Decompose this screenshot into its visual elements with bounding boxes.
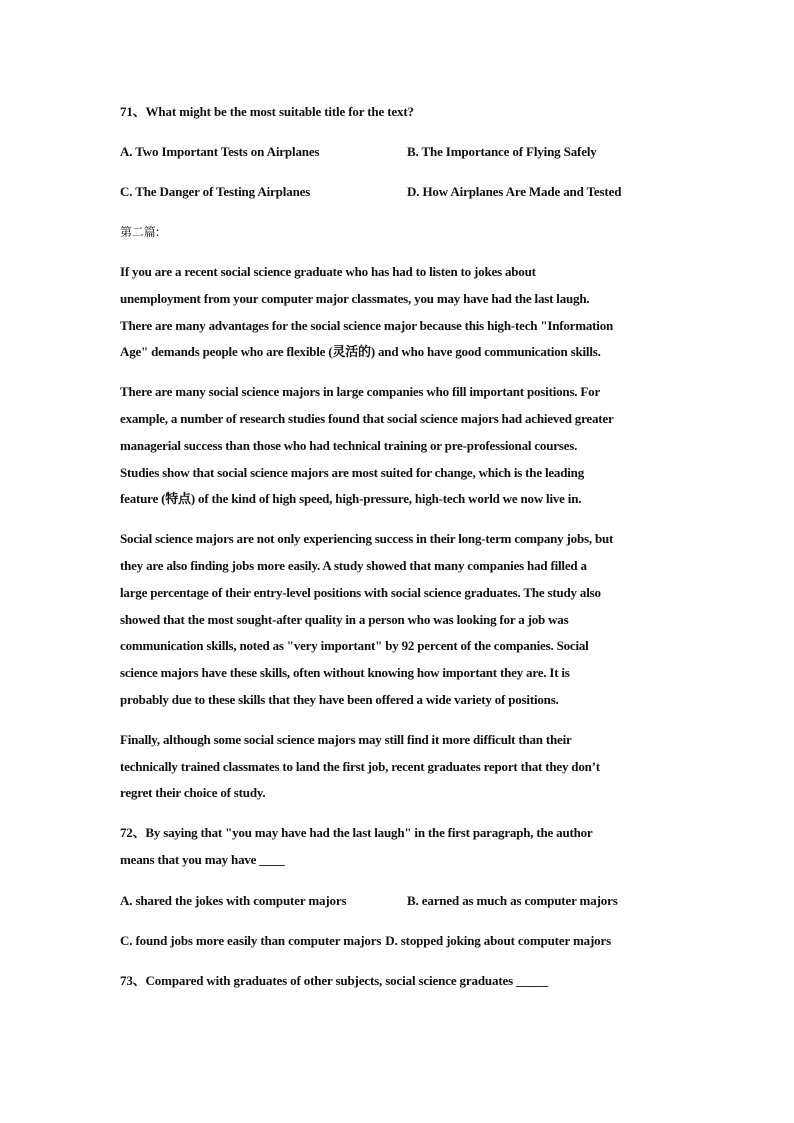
q72-question-line-2: means that you may have ____ — [120, 851, 285, 867]
paragraph-line: Studies show that social science majors are most suited for change, which is the leading — [120, 464, 584, 480]
paragraph-line: large percentage of their entry-level positions with social science graduates. The study also — [120, 584, 601, 600]
q71-option-a: A. Two Important Tests on Airplanes — [120, 144, 320, 159]
q72-options-row-1 — [120, 887, 680, 914]
paragraph-line: feature (特点) of the kind of high speed, high-pressure, high-tech world we now live in. — [120, 491, 582, 507]
paragraph-line: science majors have these skills, often without knowing how important they are. It is — [120, 665, 570, 681]
q72-option-b: B. earned as much as computer majors — [407, 892, 618, 908]
q72-option-a: A. shared the jokes with computer majors — [120, 892, 347, 908]
passage-paragraph-1 — [120, 259, 680, 366]
paragraph-line: Finally, although some social science majors may still find it more difficult than their — [120, 731, 572, 747]
passage-paragraph-2 — [120, 379, 680, 513]
q71-option-d: D. How Airplanes Are Made and Tested — [407, 184, 622, 199]
paragraph-line: regret their choice of study. — [120, 785, 266, 801]
q71-options-row-1 — [120, 138, 680, 165]
paragraph-line: technically trained classmates to land the first job, recent graduates report that they don’t — [120, 758, 600, 774]
passage-paragraph-4 — [120, 727, 680, 807]
q73-question: 73、Compared with graduates of other subjects, social science graduates _____ — [120, 972, 548, 988]
paragraph-line: unemployment from your computer major classmates, you may have had the last laugh. — [120, 290, 590, 306]
paragraph-line: they are also finding jobs more easily. A study showed that many companies had filled a — [120, 557, 587, 573]
passage-paragraph-3 — [120, 526, 680, 714]
q71-question: 71、What might be the most suitable title for the text? — [120, 104, 414, 119]
paragraph-line: example, a number of research studies found that social science majors had achieved greater — [120, 410, 614, 426]
paragraph-line: There are many social science majors in large companies who fill important positions. For — [120, 384, 601, 400]
q71-option-b: B. The Importance of Flying Safely — [407, 144, 597, 159]
exam-page — [120, 98, 680, 994]
paragraph-line: If you are a recent social science graduate who has had to listen to jokes about — [120, 264, 536, 279]
q72-options-row-2 — [120, 927, 680, 954]
paragraph-line: managerial success than those who had technical training or pre-professional courses. — [120, 437, 578, 453]
q71-option-c: C. The Danger of Testing Airplanes — [120, 184, 311, 199]
q72-option-c: C. found jobs more easily than computer majors — [120, 932, 382, 948]
paragraph-line: showed that the most sought-after quality in a person who was looking for a job was — [120, 611, 569, 627]
paragraph-line: communication skills, noted as "very important" by 92 percent of the companies. Social — [120, 638, 589, 654]
q72-question-line-1: 72、By saying that "you may have had the last laugh" in the first paragraph, the author — [120, 825, 593, 841]
section-heading: 第二篇: — [120, 225, 160, 239]
paragraph-line: Social science majors are not only experiencing success in their long-term company jobs, but — [120, 531, 614, 547]
q72-question — [120, 820, 680, 874]
paragraph-line: probably due to these skills that they have been offered a wide variety of positions. — [120, 691, 559, 707]
paragraph-line: Age" demands people who are flexible (灵活的) and who have good communication skills. — [120, 344, 601, 360]
q71-options-row-2 — [120, 178, 680, 205]
paragraph-line: There are many advantages for the social science major because this high-tech "Information — [120, 317, 614, 333]
q72-option-d: D. stopped joking about computer majors — [385, 932, 612, 948]
